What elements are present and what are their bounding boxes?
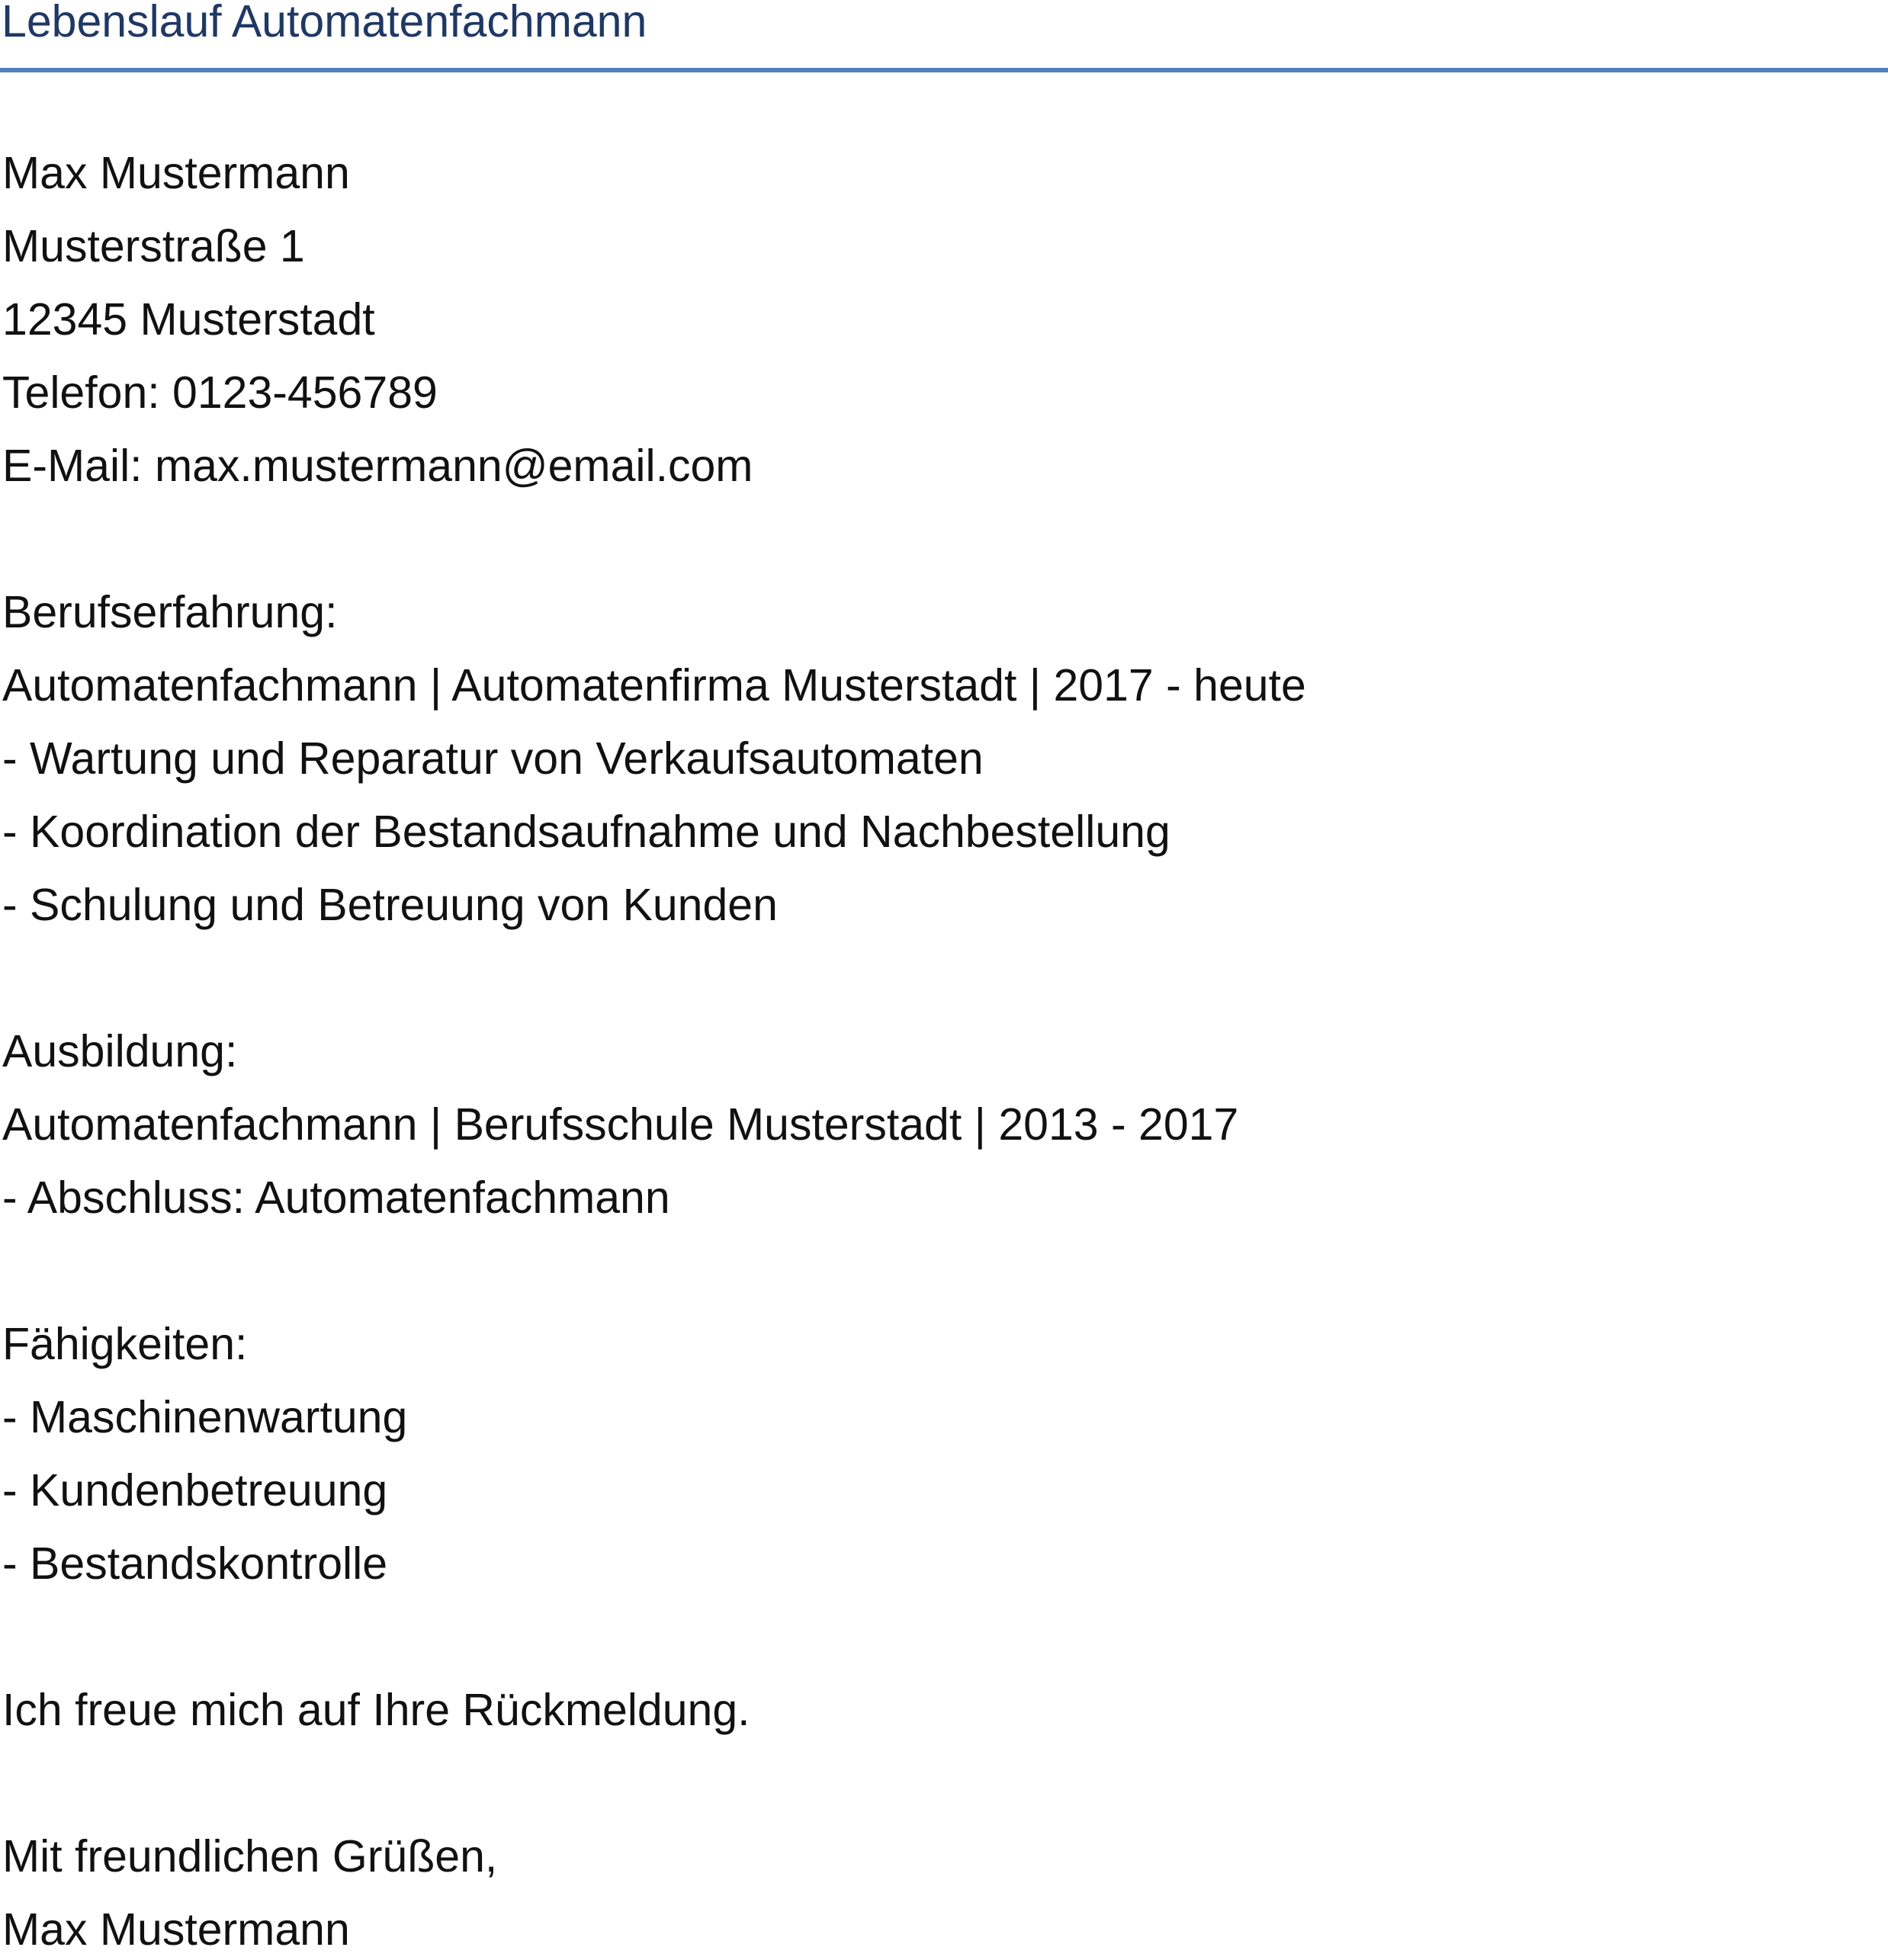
experience-position: Automatenfachmann | Automatenfirma Musterstadt | 2017 - heute (2, 660, 1306, 711)
skills-item: - Kundenbetreuung (2, 1465, 388, 1516)
contact-city: 12345 Musterstadt (2, 294, 375, 345)
contact-phone: Telefon: 0123-456789 (2, 367, 438, 418)
title-underline (0, 68, 1888, 72)
skills-item: - Bestandskontrolle (2, 1538, 388, 1589)
experience-heading: Berufserfahrung: (2, 587, 338, 637)
experience-item: - Koordination der Bestandsaufnahme und Nachbestellung (2, 807, 1170, 857)
experience-item: - Wartung und Reparatur von Verkaufsautomaten (2, 733, 984, 784)
skills-heading: Fähigkeiten: (2, 1319, 248, 1369)
education-entry: Automatenfachmann | Berufsschule Musterstadt | 2013 - 2017 (2, 1099, 1239, 1150)
document-title: Lebenslauf Automatenfachmann (2, 0, 647, 47)
experience-item: - Schulung und Betreuung von Kunden (2, 880, 778, 930)
education-item: - Abschluss: Automatenfachmann (2, 1172, 670, 1223)
education-heading: Ausbildung: (2, 1026, 238, 1076)
contact-name: Max Mustermann (2, 148, 350, 198)
closing-text: Ich freue mich auf Ihre Rückmeldung. (2, 1685, 750, 1735)
closing-signature: Max Mustermann (2, 1904, 350, 1955)
skills-item: - Maschinenwartung (2, 1392, 408, 1442)
contact-street: Musterstraße 1 (2, 221, 305, 271)
contact-email: E-Mail: max.mustermann@email.com (2, 441, 753, 491)
closing-greeting: Mit freundlichen Grüßen, (2, 1831, 498, 1881)
